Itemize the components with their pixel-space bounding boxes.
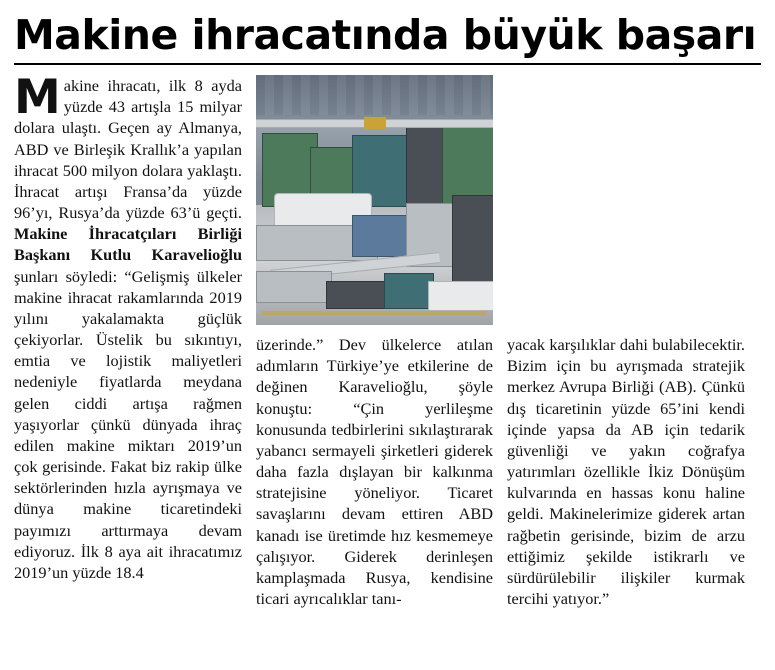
middle-paragraph: üzerinde.” Dev ülkelerce atılan adımların Türkiye’ye etkilerine de değinen Karavelioğlu, şöyle konuştu: “Çin yerlileşme konusunda tedbirlerini sıkılaştırarak yabancı sermayeli şirketleri giderek daha fazla dışlayan bir kalkınma stratejisine yöneliyor. Ticaret savaşlarını devam ettiren ABD kanadı ise üretimde hız kesmemeye çalışıyor. Giderek derinleşen kamplaşmada Rusya, kendisine ticari ayrıcalıklar tanı- (256, 335, 493, 609)
photo-crane-hoist (364, 117, 386, 129)
photo-machine-teal-2 (384, 273, 434, 309)
column-left (14, 70, 242, 635)
header-divider (14, 63, 761, 65)
article-columns (14, 70, 761, 635)
factory-machinery-photo (256, 75, 493, 325)
lead-continuation: şunları söyledi: “Gelişmiş ülkeler makine ihracat rakamlarında 2019 yılını yakalamakta güçlük çekiyorlar. Üstelik bu sıkıntıyı, emtia ve lojistik maliyetleri nedeniyle fiyatlarda meydana gelen ciddi artışa rağmen yaşıyorlar çünkü dünyada ihraç edilen makine miktarı 2019’un çok gerisinde. Fakat biz rakip ülke sektörlerinden hızla ayrışmaya ve dünya makine ticaretindeki payımızı arttırmaya devam ediyoruz. İlk 8 aya ait ihracatımız 2019’un yüzde 18.4 (14, 266, 242, 582)
lead-bold-name: Makine İhracatçıları Birliği Başkanı Kutlu Karavelioğlu (14, 224, 242, 265)
photo-machine-white-2 (428, 281, 493, 311)
drop-cap: M (14, 70, 61, 126)
newspaper-page (0, 11, 775, 670)
photo-machine-dark-3 (326, 281, 386, 309)
lead-text: akine ihracatı, ilk 8 ayda yüzde 43 artışla 15 milyar dolara ulaştı. Geçen ay Almanya, ABD ve Birleşik Krallık’a yapılan ihracat 500 milyon dolara yaklaştı. İhracat artışı Fransa’da yüzde 96’yı, Rusya’da yüzde 63’ü geçti. (14, 76, 242, 223)
photo-machine-dark-2 (452, 195, 493, 285)
page-title: Makine ihracatında büyük başarı (14, 11, 757, 59)
column-right (507, 75, 745, 635)
column-middle (256, 75, 493, 635)
lead-paragraph (14, 70, 242, 583)
right-column-spacer (507, 75, 745, 334)
photo-machine-grey-3 (256, 271, 332, 303)
photo-safety-marking (262, 311, 487, 315)
right-paragraph: yacak karşılıklar dahi bulabilecektir. Bizim için bu ayrışmada stratejik merkez Avrupa Birliği (AB). Çünkü dış ticaretinin yüzde 65’ini kendi içinde yapsa da AB için tedarik güvenliği ve yakın coğrafya yatırımları özellikle İkiz Dönüşüm kulvarında en hassas konu haline geldi. Makinelerimize giderek artan rağbetin gerisinde, bizim de arzu ettiğimiz şekilde istikrarlı ve sürdürülebilir ilişkiler kurmak tercihi yatıyor.” (507, 335, 745, 609)
